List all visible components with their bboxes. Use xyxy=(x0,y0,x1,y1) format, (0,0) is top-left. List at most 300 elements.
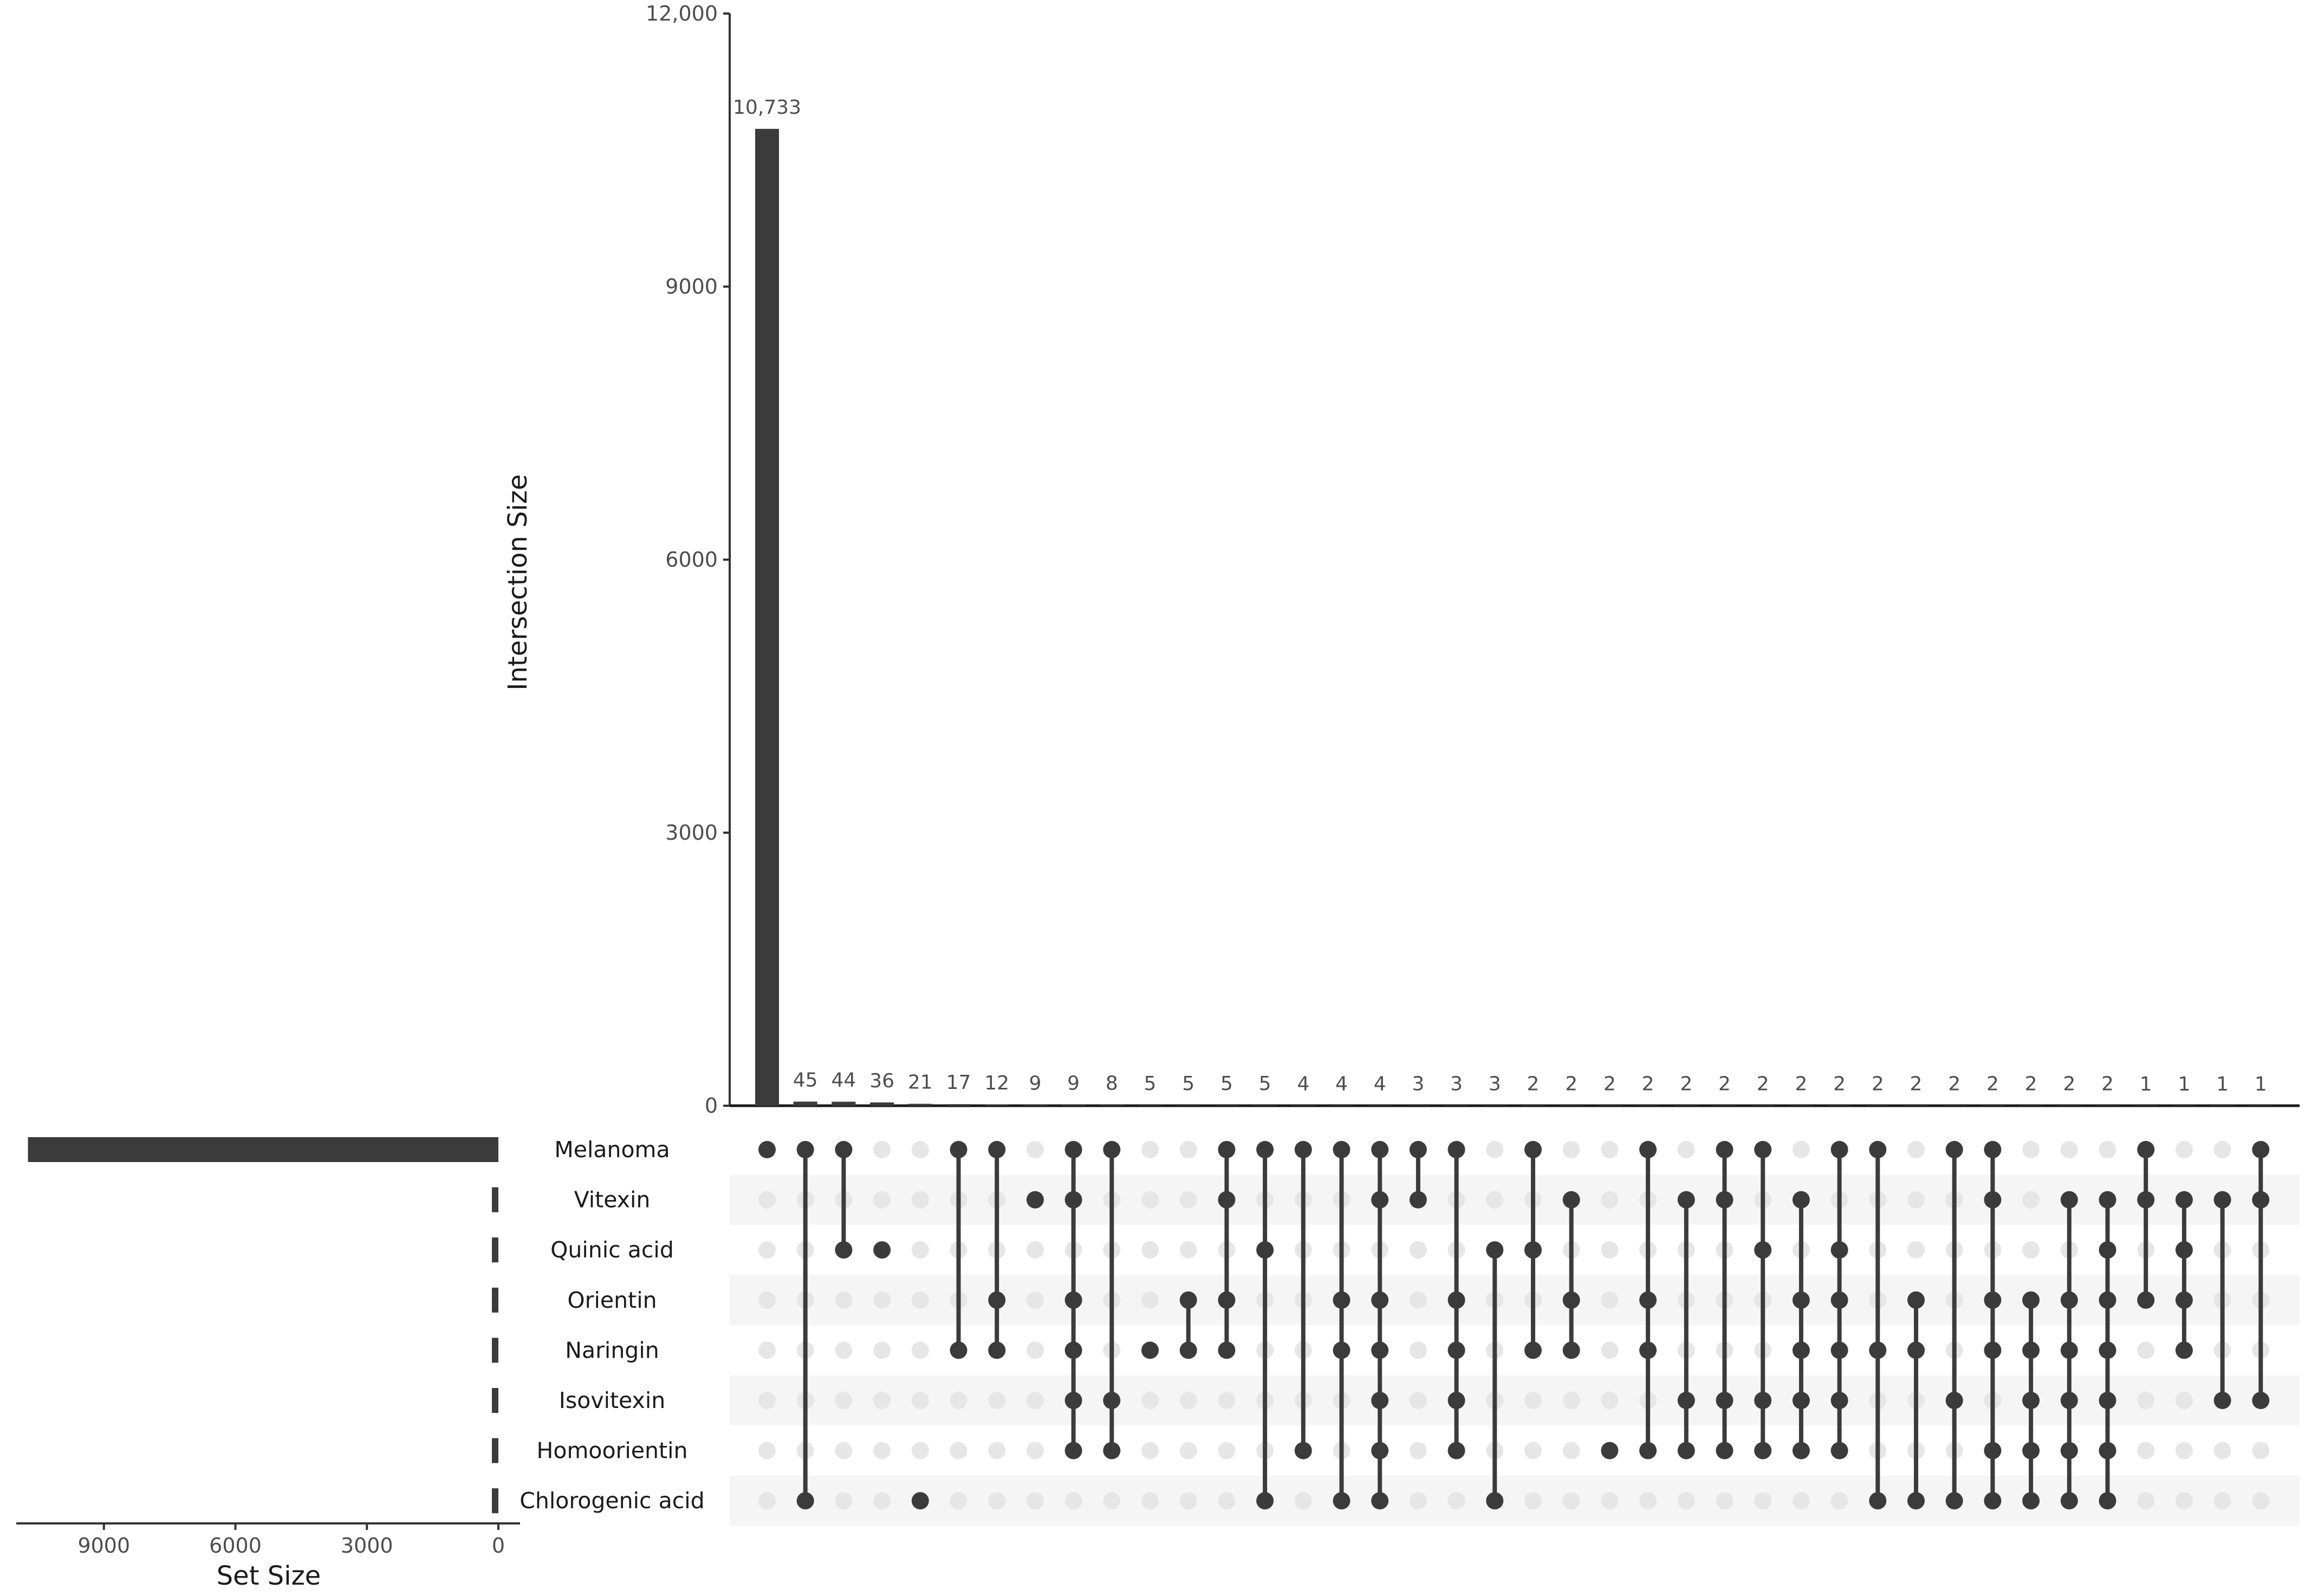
intersection-count-label: 2 xyxy=(1603,1073,1616,1095)
matrix-dot-active xyxy=(1831,1241,1848,1258)
intersection-bar xyxy=(1406,1105,1430,1106)
matrix-dot-active xyxy=(1448,1442,1465,1459)
set-label: Naringin xyxy=(565,1337,659,1364)
matrix-dot-inactive xyxy=(1524,1442,1542,1459)
matrix-dot-active xyxy=(1218,1292,1235,1309)
matrix-dot-active xyxy=(1295,1141,1312,1158)
intersection-count-label: 8 xyxy=(1105,1072,1118,1095)
matrix-dot-active xyxy=(2252,1392,2269,1409)
matrix-dot-inactive xyxy=(2214,1492,2231,1509)
matrix-dot-active xyxy=(2061,1392,2078,1409)
matrix-dot-active xyxy=(2061,1292,2078,1309)
matrix-dot-active xyxy=(2252,1191,2269,1209)
matrix-dot-inactive xyxy=(1486,1191,1503,1209)
matrix-dot-active xyxy=(873,1241,891,1258)
matrix-dot-active xyxy=(1524,1341,1542,1359)
matrix-dot-inactive xyxy=(1027,1492,1044,1509)
matrix-dot-inactive xyxy=(1103,1492,1120,1509)
intersection-bar xyxy=(1368,1105,1392,1106)
matrix-dot-inactive xyxy=(1639,1492,1657,1509)
intersection-count-label: 2 xyxy=(1718,1073,1731,1095)
intersection-count-label: 5 xyxy=(1220,1073,1233,1095)
matrix-dot-inactive xyxy=(2176,1141,2193,1158)
matrix-dot-active xyxy=(1486,1492,1503,1509)
matrix-dot-inactive xyxy=(988,1442,1005,1459)
intersection-bar xyxy=(1138,1105,1162,1106)
intersection-count-label: 3 xyxy=(1488,1073,1501,1095)
matrix-dot-active xyxy=(2022,1442,2040,1459)
matrix-dot-active xyxy=(988,1341,1005,1359)
intersection-count-label: 4 xyxy=(1373,1073,1386,1095)
matrix-dot-active xyxy=(1716,1392,1733,1409)
matrix-dot-inactive xyxy=(912,1141,929,1158)
matrix-dot-inactive xyxy=(1027,1341,1044,1359)
matrix-dot-active xyxy=(835,1141,852,1158)
matrix-dot-active xyxy=(2176,1241,2193,1258)
intersection-bar xyxy=(1100,1105,1124,1106)
matrix-dot-inactive xyxy=(2176,1392,2193,1409)
matrix-dot-active xyxy=(1218,1341,1235,1359)
matrix-dot-inactive xyxy=(758,1241,776,1258)
intersection-bar xyxy=(1445,1105,1469,1106)
matrix-dot-active xyxy=(1371,1191,1388,1209)
intersection-count-label: 2 xyxy=(1565,1073,1578,1095)
matrix-dot-inactive xyxy=(873,1141,891,1158)
matrix-dot-inactive xyxy=(1027,1292,1044,1309)
matrix-dot-active xyxy=(1027,1191,1044,1209)
matrix-dot-active xyxy=(1869,1141,1886,1158)
matrix-dot-inactive xyxy=(835,1392,852,1409)
matrix-dot-inactive xyxy=(1601,1392,1618,1409)
set-size-axis-tick-label: 3000 xyxy=(340,1534,393,1558)
matrix-dot-inactive xyxy=(2099,1141,2116,1158)
matrix-dot-inactive xyxy=(1563,1442,1580,1459)
matrix-dot-active xyxy=(1678,1442,1695,1459)
matrix-dot-inactive xyxy=(2022,1191,2040,1209)
set-size-axis-tick-label: 9000 xyxy=(77,1534,131,1558)
matrix-dot-active xyxy=(1793,1191,1810,1209)
matrix-dot-active xyxy=(2099,1241,2116,1258)
matrix-dot-active xyxy=(1793,1341,1810,1359)
matrix-dot-inactive xyxy=(1601,1292,1618,1309)
matrix-dot-inactive xyxy=(835,1341,852,1359)
set-size-axis-tick-label: 0 xyxy=(491,1534,505,1558)
matrix-dot-active xyxy=(1333,1341,1350,1359)
intersection-bar xyxy=(1062,1105,1086,1106)
matrix-dot-active xyxy=(1831,1292,1848,1309)
matrix-dot-inactive xyxy=(1180,1241,1197,1258)
set-label: Isovitexin xyxy=(559,1387,666,1413)
intersection-count-label: 1 xyxy=(2178,1073,2191,1095)
intersection-bars xyxy=(755,129,2272,1106)
matrix-dot-active xyxy=(988,1141,1005,1158)
matrix-dot-inactive xyxy=(1410,1442,1427,1459)
matrix-dot-active xyxy=(2252,1141,2269,1158)
set-size-axis-tick-label: 6000 xyxy=(209,1534,262,1558)
matrix-dot-active xyxy=(2176,1292,2193,1309)
matrix-dot-active xyxy=(1716,1191,1733,1209)
matrix-dot-active xyxy=(1754,1392,1771,1409)
intersection-count-label: 3 xyxy=(1412,1073,1425,1095)
intersection-bar xyxy=(870,1102,894,1106)
matrix-dot-inactive xyxy=(1410,1292,1427,1309)
matrix-dot-inactive xyxy=(1027,1442,1044,1459)
matrix-dot-inactive xyxy=(950,1392,968,1409)
matrix-dot-active xyxy=(2061,1442,2078,1459)
matrix-dot-inactive xyxy=(1601,1141,1618,1158)
intersection-count-label: 17 xyxy=(946,1072,971,1094)
matrix-dot-active xyxy=(1065,1292,1082,1309)
matrix-dot-inactive xyxy=(2137,1492,2154,1509)
matrix-dot-inactive xyxy=(950,1442,968,1459)
matrix-dot-inactive xyxy=(758,1392,776,1409)
intersection-count-label: 4 xyxy=(1335,1073,1348,1095)
matrix-dot-inactive xyxy=(1410,1392,1427,1409)
matrix-dot-active xyxy=(1256,1241,1274,1258)
matrix-dot-active xyxy=(1218,1191,1235,1209)
matrix-dot-active xyxy=(912,1492,929,1509)
intersection-axis-title: Intersection Size xyxy=(503,474,533,691)
matrix-dot-active xyxy=(950,1141,968,1158)
matrix-dot-active xyxy=(1371,1442,1388,1459)
intersection-count-label: 2 xyxy=(1833,1073,1846,1095)
set-size-axis xyxy=(16,1523,520,1558)
intersection-count-label: 12 xyxy=(984,1072,1010,1094)
matrix-dot-active xyxy=(1371,1492,1388,1509)
intersection-count-label: 36 xyxy=(869,1069,895,1092)
matrix-dot-active xyxy=(2022,1292,2040,1309)
matrix-dot-active xyxy=(1065,1341,1082,1359)
matrix-dot-inactive xyxy=(2022,1141,2040,1158)
matrix-dot-active xyxy=(1793,1442,1810,1459)
intersection-bar xyxy=(794,1101,817,1106)
matrix-dot-inactive xyxy=(950,1492,968,1509)
matrix-dot-active xyxy=(1754,1141,1771,1158)
intersection-count-label: 2 xyxy=(1527,1073,1540,1095)
matrix-dot-active xyxy=(1678,1392,1695,1409)
intersection-count-label: 9 xyxy=(1067,1072,1080,1095)
matrix-dot-active xyxy=(1524,1241,1542,1258)
matrix-dot-active xyxy=(2099,1292,2116,1309)
intersection-bar xyxy=(832,1102,855,1106)
set-label: Melanoma xyxy=(554,1137,670,1163)
matrix-dot-active xyxy=(1180,1341,1197,1359)
matrix-dot-inactive xyxy=(1141,1191,1159,1209)
intersection-count-label: 1 xyxy=(2139,1073,2152,1095)
matrix-dot-inactive xyxy=(912,1191,929,1209)
intersection-bar xyxy=(1330,1105,1354,1106)
matrix-dot-inactive xyxy=(1180,1392,1197,1409)
intersection-count-label: 21 xyxy=(907,1071,933,1094)
matrix-dot-active xyxy=(1563,1292,1580,1309)
matrix-dot-active xyxy=(1448,1141,1465,1158)
matrix-dot-active xyxy=(1984,1292,2001,1309)
matrix-dot-inactive xyxy=(758,1492,776,1509)
matrix-dot-active xyxy=(1984,1442,2001,1459)
matrix-dot-active xyxy=(1716,1141,1733,1158)
matrix-dot-active xyxy=(1256,1492,1274,1509)
matrix-dot-inactive xyxy=(1601,1341,1618,1359)
intersection-count-label: 2 xyxy=(1871,1073,1884,1095)
matrix-dot-active xyxy=(1831,1341,1848,1359)
matrix-dot-inactive xyxy=(1141,1392,1159,1409)
matrix-dot-active xyxy=(1678,1191,1695,1209)
matrix-dot-inactive xyxy=(2061,1141,2078,1158)
matrix-dot-active xyxy=(1716,1442,1733,1459)
matrix-dot-active xyxy=(1371,1392,1388,1409)
matrix-dot-active xyxy=(1065,1191,1082,1209)
matrix-dot-active xyxy=(2176,1341,2193,1359)
set-label: Orientin xyxy=(567,1287,657,1313)
matrix-dot-active xyxy=(1065,1141,1082,1158)
matrix-dot-active xyxy=(2137,1292,2154,1309)
matrix-dot-inactive xyxy=(2214,1442,2231,1459)
matrix-dot-active xyxy=(1869,1492,1886,1509)
matrix-dot-inactive xyxy=(912,1341,929,1359)
intersection-axis-tick-label: 9000 xyxy=(665,275,718,299)
matrix-dot-active xyxy=(1103,1442,1120,1459)
matrix-dot-inactive xyxy=(873,1392,891,1409)
matrix-dot-active xyxy=(1754,1442,1771,1459)
matrix-dot-inactive xyxy=(1180,1141,1197,1158)
matrix-dot-inactive xyxy=(2252,1492,2269,1509)
matrix-dot-inactive xyxy=(1754,1492,1771,1509)
matrix-dot-inactive xyxy=(1218,1442,1235,1459)
matrix-dot-inactive xyxy=(1027,1392,1044,1409)
matrix-dot-active xyxy=(2137,1191,2154,1209)
matrix-dot-active xyxy=(1065,1442,1082,1459)
matrix-dot-active xyxy=(1869,1341,1886,1359)
matrix-dot-active xyxy=(1639,1341,1657,1359)
matrix-dot-active xyxy=(1793,1392,1810,1409)
matrix-dot-active xyxy=(1256,1141,1274,1158)
matrix-dot-inactive xyxy=(1601,1492,1618,1509)
matrix-dot-inactive xyxy=(873,1492,891,1509)
intersection-bar xyxy=(1215,1105,1238,1106)
matrix-dot-inactive xyxy=(912,1392,929,1409)
intersection-bar xyxy=(985,1105,1009,1106)
matrix-dot-inactive xyxy=(1678,1492,1695,1509)
set-size-bar xyxy=(492,1438,498,1463)
matrix-dot-active xyxy=(2176,1191,2193,1209)
matrix-dot-active xyxy=(2099,1392,2116,1409)
matrix-dot-inactive xyxy=(835,1442,852,1459)
matrix-dot-active xyxy=(835,1241,852,1258)
matrix-dot-inactive xyxy=(1065,1492,1082,1509)
intersection-bar xyxy=(1483,1105,1507,1106)
matrix-dot-active xyxy=(1524,1141,1542,1158)
matrix-dot-inactive xyxy=(873,1341,891,1359)
matrix-dot-inactive xyxy=(912,1442,929,1459)
intersection-bar xyxy=(755,129,779,1106)
matrix-dot-inactive xyxy=(873,1442,891,1459)
matrix-dot-inactive xyxy=(2022,1241,2040,1258)
intersection-count-label: 2 xyxy=(1795,1073,1808,1095)
matrix-dot-inactive xyxy=(1410,1241,1427,1258)
matrix-dot-active xyxy=(1563,1191,1580,1209)
matrix-dot-inactive xyxy=(835,1492,852,1509)
set-size-bars xyxy=(28,1137,498,1513)
matrix-dot-inactive xyxy=(1793,1492,1810,1509)
matrix-dot-inactive xyxy=(1601,1191,1618,1209)
matrix-dot-active xyxy=(1371,1141,1388,1158)
matrix-dot-inactive xyxy=(1141,1241,1159,1258)
set-size-bar xyxy=(492,1488,498,1513)
intersection-count-label: 9 xyxy=(1029,1072,1042,1095)
intersection-axis-tick-label: 3000 xyxy=(665,821,718,845)
intersection-count-label: 2 xyxy=(2024,1073,2037,1095)
matrix-dot-active xyxy=(1218,1141,1235,1158)
matrix-dot-active xyxy=(2099,1492,2116,1509)
matrix-dot-inactive xyxy=(2137,1392,2154,1409)
matrix-dot-active xyxy=(1333,1492,1350,1509)
intersection-count-label: 2 xyxy=(1641,1073,1654,1095)
set-size-axis-title: Set Size xyxy=(216,1561,321,1591)
matrix-dot-active xyxy=(2022,1341,2040,1359)
matrix-dot-active xyxy=(1984,1492,2001,1509)
set-size-bar xyxy=(492,1237,498,1262)
matrix-dot-active xyxy=(2099,1341,2116,1359)
intersection-count-label: 10,733 xyxy=(733,96,801,119)
matrix-dot-inactive xyxy=(1141,1292,1159,1309)
matrix-dot-inactive xyxy=(1524,1492,1542,1509)
intersection-count-label: 2 xyxy=(1756,1073,1769,1095)
intersection-count-label: 3 xyxy=(1450,1073,1463,1095)
matrix-dot-inactive xyxy=(1180,1492,1197,1509)
matrix-dot-inactive xyxy=(1601,1241,1618,1258)
set-name-labels xyxy=(520,1137,704,1514)
matrix-dot-inactive xyxy=(1524,1392,1542,1409)
matrix-dot-inactive xyxy=(2176,1492,2193,1509)
matrix-dot-active xyxy=(1639,1442,1657,1459)
set-label: Chlorogenic acid xyxy=(520,1488,705,1514)
matrix-dot-active xyxy=(797,1141,814,1158)
matrix-dot-active xyxy=(1907,1292,1925,1309)
matrix-dot-active xyxy=(1907,1341,1925,1359)
intersection-count-label: 1 xyxy=(2254,1073,2267,1095)
matrix-dot-inactive xyxy=(2252,1442,2269,1459)
matrix-dot-inactive xyxy=(1486,1141,1503,1158)
matrix-dot-inactive xyxy=(1563,1492,1580,1509)
set-size-bar xyxy=(28,1137,498,1162)
intersection-bar xyxy=(1291,1105,1315,1106)
matrix-dot-inactive xyxy=(1563,1392,1580,1409)
matrix-dot-active xyxy=(1831,1442,1848,1459)
intersection-size-axis xyxy=(646,2,2300,1118)
matrix-dot-inactive xyxy=(1141,1442,1159,1459)
matrix-dot-active xyxy=(1639,1141,1657,1158)
matrix-dot-inactive xyxy=(873,1191,891,1209)
matrix-dot-active xyxy=(2099,1442,2116,1459)
matrix-dot-active xyxy=(1103,1141,1120,1158)
set-size-bar xyxy=(492,1388,498,1413)
matrix-dot-active xyxy=(1946,1392,1963,1409)
intersection-bar xyxy=(1253,1105,1277,1106)
matrix-dot-active xyxy=(2137,1141,2154,1158)
matrix-dot-inactive xyxy=(1218,1392,1235,1409)
matrix-dot-active xyxy=(2061,1341,2078,1359)
intersection-count-label: 4 xyxy=(1297,1073,1310,1095)
matrix-dot-inactive xyxy=(1563,1141,1580,1158)
matrix-dot-inactive xyxy=(758,1341,776,1359)
intersection-bar xyxy=(947,1104,971,1106)
matrix-dot-inactive xyxy=(835,1292,852,1309)
matrix-dot-active xyxy=(1831,1392,1848,1409)
matrix-dot-active xyxy=(1563,1341,1580,1359)
matrix-dot-active xyxy=(1984,1341,2001,1359)
matrix-dot-active xyxy=(950,1341,968,1359)
matrix-dot-inactive xyxy=(988,1492,1005,1509)
matrix-dot-active xyxy=(758,1141,776,1158)
matrix-dot-active xyxy=(1486,1241,1503,1258)
matrix-dot-inactive xyxy=(758,1191,776,1209)
matrix-dot-active xyxy=(1946,1141,1963,1158)
intersection-count-label: 2 xyxy=(1948,1073,1961,1095)
matrix-dot-inactive xyxy=(1907,1241,1925,1258)
matrix-dot-inactive xyxy=(1180,1191,1197,1209)
matrix-dot-inactive xyxy=(912,1241,929,1258)
matrix-dot-active xyxy=(1103,1392,1120,1409)
intersection-axis-tick-label: 12,000 xyxy=(646,2,718,25)
matrix-dot-active xyxy=(2099,1191,2116,1209)
matrix-dot-inactive xyxy=(1410,1492,1427,1509)
matrix-dot-active xyxy=(1639,1292,1657,1309)
matrix-dot-active xyxy=(1410,1191,1427,1209)
matrix-dot-inactive xyxy=(873,1292,891,1309)
matrix-dot-inactive xyxy=(1218,1492,1235,1509)
matrix-dot-inactive xyxy=(1180,1442,1197,1459)
matrix-dot-inactive xyxy=(1141,1141,1159,1158)
matrix-dot-active xyxy=(1831,1141,1848,1158)
matrix-dot-inactive xyxy=(758,1442,776,1459)
matrix-dot-active xyxy=(1601,1442,1618,1459)
matrix-dot-inactive xyxy=(988,1392,1005,1409)
matrix-dot-inactive xyxy=(2214,1141,2231,1158)
matrix-dot-inactive xyxy=(2137,1341,2154,1359)
matrix-dot-inactive xyxy=(912,1292,929,1309)
intersection-bar xyxy=(1177,1105,1200,1106)
matrix-dot-inactive xyxy=(1141,1492,1159,1509)
matrix-dot-active xyxy=(2022,1492,2040,1509)
matrix-dot-active xyxy=(1141,1341,1159,1359)
matrix-dot-active xyxy=(1754,1241,1771,1258)
matrix-dot-active xyxy=(1984,1191,2001,1209)
set-size-bar xyxy=(492,1338,498,1363)
matrix-dot-active xyxy=(1371,1292,1388,1309)
matrix-dot-active xyxy=(1333,1292,1350,1309)
intersection-count-label: 2 xyxy=(2063,1073,2076,1095)
matrix-dot-active xyxy=(1333,1141,1350,1158)
matrix-dot-active xyxy=(1907,1492,1925,1509)
intersection-axis-tick-label: 6000 xyxy=(665,548,718,572)
matrix-dot-active xyxy=(2061,1191,2078,1209)
intersection-count-label: 2 xyxy=(1680,1073,1693,1095)
matrix-dot-active xyxy=(1180,1292,1197,1309)
matrix-dot-inactive xyxy=(1678,1141,1695,1158)
matrix-dot-active xyxy=(1448,1292,1465,1309)
matrix-dot-active xyxy=(797,1492,814,1509)
matrix-dot-active xyxy=(2022,1392,2040,1409)
matrix-dot-inactive xyxy=(1716,1492,1733,1509)
intersection-count-label: 5 xyxy=(1144,1073,1157,1095)
matrix-dot-active xyxy=(1295,1442,1312,1459)
set-size-bar xyxy=(492,1188,498,1212)
set-size-bar xyxy=(492,1288,498,1313)
intersection-count-labels xyxy=(733,96,2267,1095)
matrix-dot-inactive xyxy=(1027,1241,1044,1258)
matrix-dot-active xyxy=(1448,1392,1465,1409)
matrix-dot-inactive xyxy=(2137,1442,2154,1459)
